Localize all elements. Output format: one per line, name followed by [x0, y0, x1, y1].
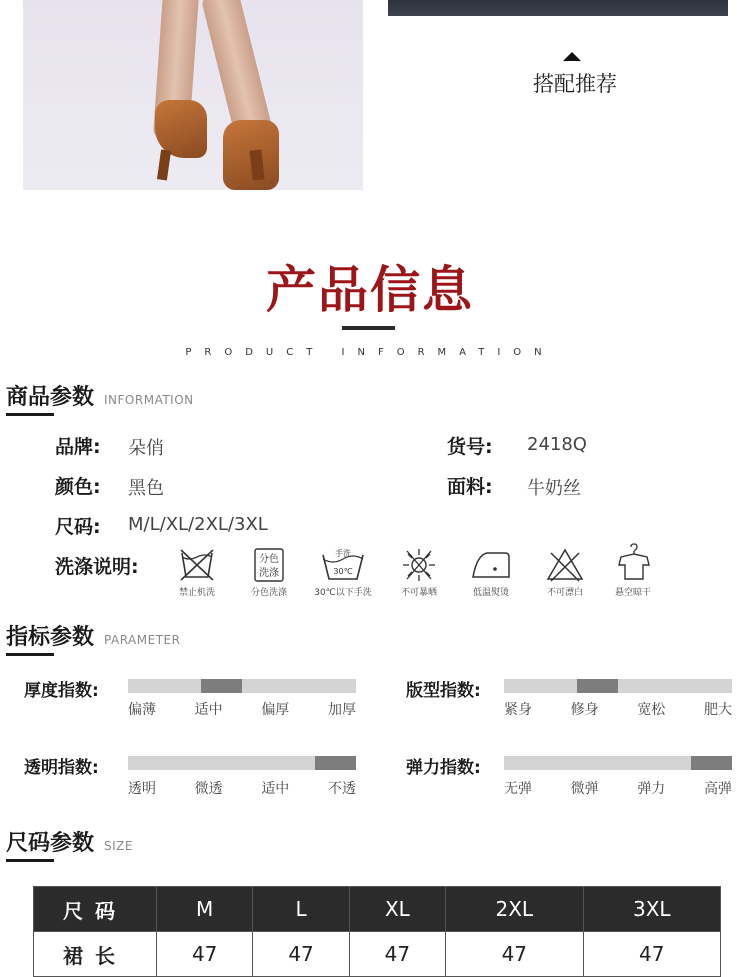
table-cell: 47	[446, 932, 583, 977]
size-column-header: 2XL	[446, 887, 583, 932]
thickness-indicator	[201, 679, 242, 693]
section-subtitle: PARAMETER	[104, 633, 181, 647]
size-column-header: XL	[349, 887, 445, 932]
care-label: 洗涤说明:	[55, 556, 139, 578]
fit-ticks	[504, 699, 732, 719]
table-cell: 47	[583, 932, 720, 977]
fit-label: 版型指数:	[406, 681, 481, 701]
size-table	[33, 886, 721, 977]
title-underline	[342, 326, 395, 330]
section-underline	[6, 859, 54, 862]
size-column-header: 3XL	[583, 887, 720, 932]
fit-indicator	[577, 679, 618, 693]
section-title: 指标参数	[6, 625, 95, 650]
thickness-label: 厚度指数:	[24, 681, 99, 701]
sku-value: 2418Q	[527, 434, 587, 455]
section-index-heading	[6, 620, 180, 651]
brand-value: 朵俏	[128, 438, 164, 459]
svg-text:手洗: 手洗	[335, 549, 351, 558]
table-row	[34, 932, 721, 977]
no-bleach-icon: 不可漂白	[535, 547, 595, 598]
tick-label: 不透	[327, 781, 356, 797]
table-cell: 47	[253, 932, 349, 977]
thickness-scale	[128, 679, 356, 693]
fabric-value: 牛奶丝	[527, 478, 581, 499]
fit-scale	[504, 679, 732, 693]
table-header-label: 尺码	[34, 887, 157, 932]
tick-label: 适中	[261, 781, 290, 797]
section-product-heading	[6, 380, 194, 411]
elasticity-scale	[504, 756, 732, 770]
transparency-ticks	[128, 778, 356, 798]
tick-label: 弹力	[637, 781, 666, 797]
page-subtitle: PRODUCT INFORMATION	[185, 347, 555, 358]
fabric-label: 面料:	[447, 476, 493, 498]
skirt-photo	[388, 0, 728, 16]
svg-text:分色: 分色	[259, 554, 279, 565]
shoes-photo	[23, 0, 363, 190]
triangle-up-icon	[563, 52, 581, 61]
size-column-header: M	[157, 887, 253, 932]
tick-label: 肥大	[703, 702, 732, 718]
table-cell: 47	[349, 932, 445, 977]
no-machine-wash-icon: 禁止机洗	[167, 547, 227, 598]
elasticity-indicator	[691, 756, 732, 770]
elasticity-ticks	[504, 778, 732, 798]
recommend-label: 搭配推荐	[533, 72, 617, 96]
page-title: 产品信息	[266, 261, 474, 319]
tick-label: 微透	[194, 781, 223, 797]
tick-label: 微弹	[570, 781, 599, 797]
section-underline	[6, 413, 54, 416]
low-iron-icon: 低温熨烫	[461, 547, 521, 598]
table-header-row	[34, 887, 721, 932]
wash-separately-icon: 分色 洗涤 分色洗涤	[239, 547, 299, 598]
color-label: 颜色:	[55, 476, 101, 498]
size-column-header: L	[253, 887, 349, 932]
elasticity-label: 弹力指数:	[406, 758, 481, 778]
transparency-indicator	[315, 756, 356, 770]
no-sun-icon: 不可暴晒	[389, 547, 449, 598]
section-title: 商品参数	[6, 385, 95, 410]
table-cell: 47	[157, 932, 253, 977]
tick-label: 无弹	[504, 781, 532, 797]
section-subtitle: INFORMATION	[104, 393, 194, 407]
row-label: 裙长	[34, 932, 157, 977]
section-subtitle: SIZE	[104, 839, 133, 853]
svg-text:洗涤: 洗涤	[259, 568, 279, 579]
thickness-ticks	[128, 699, 356, 719]
sku-label: 货号:	[447, 436, 493, 458]
hang-dry-icon: 悬空晾干	[603, 543, 663, 598]
size-value: M/L/XL/2XL/3XL	[128, 514, 268, 535]
tick-label: 加厚	[327, 702, 356, 718]
tick-label: 透明	[128, 781, 156, 797]
tick-label: 偏薄	[128, 702, 156, 718]
tick-label: 宽松	[637, 702, 666, 718]
transparency-scale	[128, 756, 356, 770]
section-size-heading	[6, 826, 133, 857]
tick-label: 修身	[570, 702, 599, 718]
section-title: 尺码参数	[6, 831, 95, 856]
hand-wash-icon: 手洗 30℃ 30℃以下手洗	[314, 549, 372, 598]
brand-label: 品牌:	[55, 436, 101, 458]
transparency-label: 透明指数:	[24, 758, 99, 778]
section-underline	[6, 653, 54, 656]
tick-label: 适中	[194, 702, 223, 718]
size-label: 尺码:	[55, 516, 101, 538]
tick-label: 紧身	[504, 702, 532, 718]
tick-label: 偏厚	[261, 702, 290, 718]
svg-text:30℃: 30℃	[333, 567, 353, 576]
tick-label: 高弹	[703, 781, 732, 797]
color-value: 黑色	[128, 478, 164, 499]
